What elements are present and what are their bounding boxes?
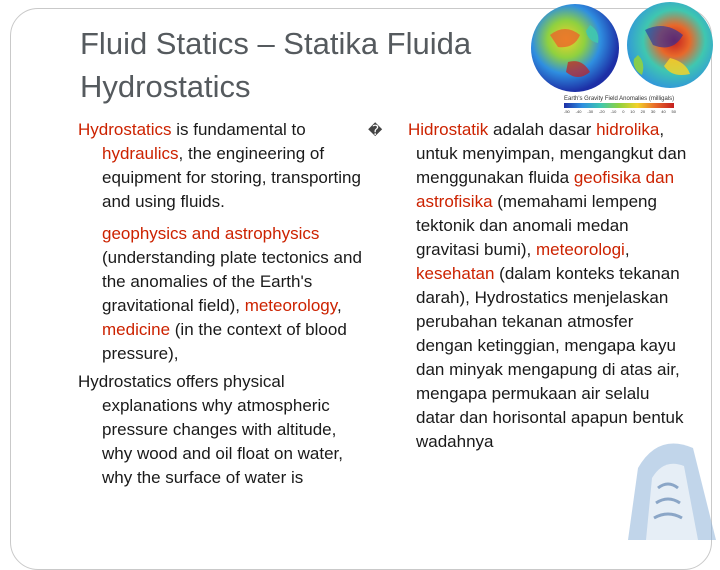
term-geofisika: geofisika dan astrofisika [416,168,675,211]
text-fragment: adalah dasar [488,120,597,139]
text-fragment: (in the context of blood pressure), [102,320,347,363]
indonesian-paragraph [368,118,692,454]
scale-label: -40 [575,109,582,114]
text-fragment: , [336,296,342,315]
text-fragment: (understanding plate tectonics and the anomalies of the Earth's gravitational field), [102,248,362,315]
term-hidrolika: hidrolika [596,120,660,139]
scale-label: 30 [650,109,656,114]
title-line-2: Hydrostatics [80,69,251,104]
scale-label: 40 [661,109,666,114]
term-geophysics: geophysics and astrophysics [102,224,320,243]
text-fragment: , untuk menyimpan, mengangkut dan menggunakan fluida [416,120,687,187]
globe-left [531,4,619,92]
scale-label: 0 [622,109,625,114]
indonesian-column [368,118,692,454]
english-paragraph-1 [78,118,368,214]
english-paragraph-2 [78,222,368,366]
bullet-icon: � [368,122,383,138]
scale-label: -50 [564,109,570,114]
term-kesehatan: kesehatan [416,264,495,283]
scale-label: -20 [598,109,605,114]
gravity-anomaly-figure [520,0,720,118]
term-meteorology: meteorology [244,296,337,315]
term-meteorologi: meteorologi [535,240,625,259]
scale-label: 50 [671,109,676,114]
scale-label: -30 [587,109,594,114]
title-line-1: Fluid Statics – Statika Fluida [80,26,472,61]
term-hydraulics: hydraulics [102,144,179,163]
university-logo-watermark [598,428,720,540]
term-hydrostatics: Hydrostatics [78,120,172,139]
scale-label: 20 [640,109,646,114]
text-fragment: is fundamental to [171,120,306,139]
term-hidrostatik: Hidrostatik [408,120,489,139]
figure-caption: Earth's Gravity Field Anomalies (milligals) [564,96,675,102]
text-fragment: Hydrostatics offers physical explanations why atmospheric pressure changes with altitude, why wood and oil float on water, why the surface of water is [78,372,343,487]
slide-title [80,22,580,108]
term-medicine: medicine [102,320,171,339]
text-fragment: , [624,240,630,259]
english-paragraph-3 [78,370,368,490]
english-column [78,118,368,490]
text-fragment: (dalam konteks tekanan darah), Hydrostatics menjelaskan perubahan tekanan atmosfer dengan ketinggian, mengapa kayu dan minyak mengapung di atas air, mengapa permukaan air selalu datar dan horisontal apapun bentuk wadahnya [416,264,684,451]
color-scale-labels [564,109,676,114]
scale-label: 10 [630,109,635,114]
text-fragment: (memahami lempeng tektonik dan anomali medan gravitasi bumi), [416,192,657,259]
text-fragment: , the engineering of equipment for storing, transporting and using fluids. [102,144,361,211]
color-scale-bar [564,103,674,108]
scale-label: -10 [610,109,617,114]
